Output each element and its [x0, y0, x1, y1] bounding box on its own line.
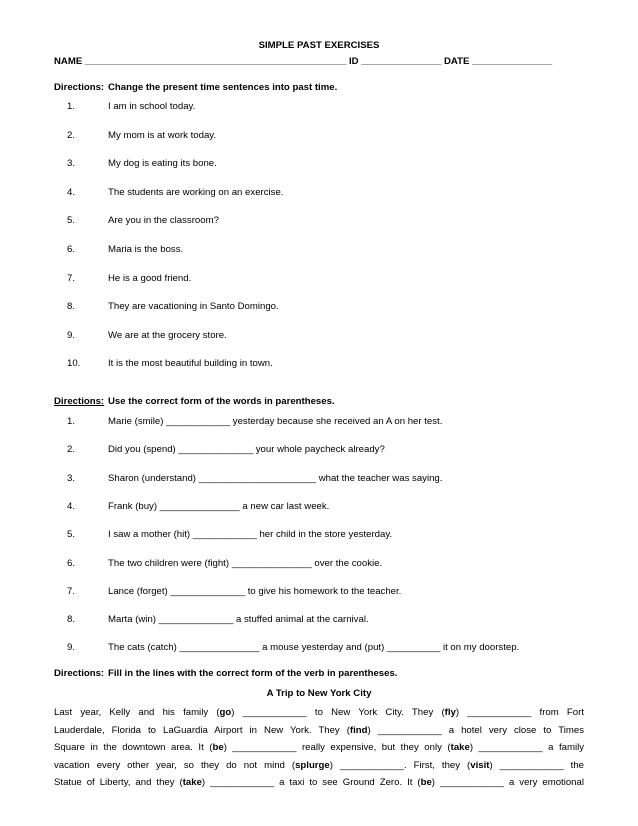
- item-text: Marta (win) ______________ a stuffed animal at the carnival.: [108, 614, 369, 626]
- item-number: 6.: [67, 557, 76, 569]
- item-text: My dog is eating its bone.: [108, 158, 217, 170]
- story-line: vacation every other year, so they do not mind (splurge) ____________. First, they (visit) ____________ the: [54, 759, 584, 771]
- section3-directions-label: Directions:: [54, 668, 105, 679]
- item-text: He is a good friend.: [108, 272, 192, 284]
- name-id-date-line: NAME _________________________________________________ ID _______________ DATE _______________: [54, 56, 553, 67]
- section1-directions: [54, 82, 584, 94]
- verb-prompt: visit: [470, 759, 490, 771]
- item-text: I am in school today.: [108, 101, 196, 112]
- item-number: 6.: [67, 244, 76, 255]
- item-number: 7.: [67, 272, 76, 284]
- item-number: 9.: [67, 642, 76, 654]
- item-text: Are you in the classroom?: [108, 215, 219, 227]
- verb-prompt: take: [182, 777, 202, 788]
- item-text: It is the most beautiful building in town.: [108, 358, 273, 370]
- item-number: 7.: [67, 585, 76, 597]
- section3-directions: [54, 668, 584, 680]
- item-number: 1.: [67, 416, 76, 427]
- section2-directions-label: Directions:: [54, 396, 105, 407]
- item-text: Sharon (understand) ______________________ what the teacher was saying.: [108, 472, 443, 484]
- item-number: 2.: [67, 129, 76, 141]
- item-text: The students are working on an exercise.: [108, 186, 284, 198]
- item-text: The two children were (fight) _______________ over the cookie.: [108, 557, 383, 569]
- item-text: Frank (buy) _______________ a new car last week.: [108, 500, 330, 512]
- item-text: They are vacationing in Santo Domingo.: [108, 301, 279, 313]
- item-text: The cats (catch) _______________ a mouse yesterday and (put) __________ it on my doorstep.: [108, 642, 520, 654]
- verb-prompt: fly: [444, 707, 456, 718]
- story-line: Square in the downtown area. It (be) ____________ really expensive, but they only (take) ____________ a family: [54, 742, 585, 753]
- verb-prompt: splurge: [295, 759, 330, 771]
- item-text: Maria is the boss.: [108, 244, 184, 255]
- item-number: 9.: [67, 329, 76, 341]
- page-title: SIMPLE PAST EXERCISES: [258, 40, 380, 51]
- item-number: 3.: [67, 158, 76, 170]
- section2-directions: [54, 396, 584, 408]
- item-number: 5.: [67, 529, 76, 541]
- section1-directions-text: Change the present time sentences into past time.: [108, 82, 338, 93]
- item-text: Did you (spend) ______________ your whole paycheck already?: [108, 444, 385, 456]
- item-text: I saw a mother (hit) ____________ her child in the store yesterday.: [108, 529, 393, 541]
- story-line: Last year, Kelly and his family (go) ____________ to New York City. They (fly) ____________ from Fort: [54, 707, 584, 718]
- item-number: 4.: [67, 500, 76, 512]
- item-text: Marie (smile) ____________ yesterday because she received an A on her test.: [108, 416, 443, 427]
- verb-prompt: be: [420, 777, 432, 788]
- section2-directions-text: Use the correct form of the words in parentheses.: [108, 396, 335, 407]
- item-number: 10.: [67, 358, 81, 370]
- verb-prompt: be: [212, 742, 224, 753]
- story-title: A Trip to New York City: [266, 688, 372, 699]
- verb-prompt: find: [349, 724, 368, 736]
- item-number: 1.: [67, 101, 76, 112]
- item-number: 3.: [67, 472, 76, 484]
- verb-prompt: take: [450, 742, 470, 753]
- section3-directions-text: Fill in the lines with the correct form of the verb in parentheses.: [108, 668, 398, 679]
- verb-prompt: go: [219, 707, 232, 718]
- item-number: 5.: [67, 215, 76, 227]
- item-number: 8.: [67, 614, 76, 626]
- item-number: 4.: [67, 186, 76, 198]
- item-number: 8.: [67, 301, 76, 313]
- story-line: Lauderdale, Florida to LaGuardia Airport in New York. They (find) ____________ a hotel very close to Times: [54, 724, 584, 736]
- story-line: Statue of Liberty, and they (take) ____________ a taxi to see Ground Zero. It (be) ____________ a very emotional: [54, 777, 584, 788]
- item-text: Lance (forget) ______________ to give his homework to the teacher.: [108, 585, 402, 597]
- item-number: 2.: [67, 444, 76, 456]
- item-text: My mom is at work today.: [108, 129, 217, 141]
- section1-directions-label: Directions:: [54, 82, 105, 93]
- item-text: We are at the grocery store.: [108, 329, 227, 341]
- story-paragraph: [54, 704, 584, 792]
